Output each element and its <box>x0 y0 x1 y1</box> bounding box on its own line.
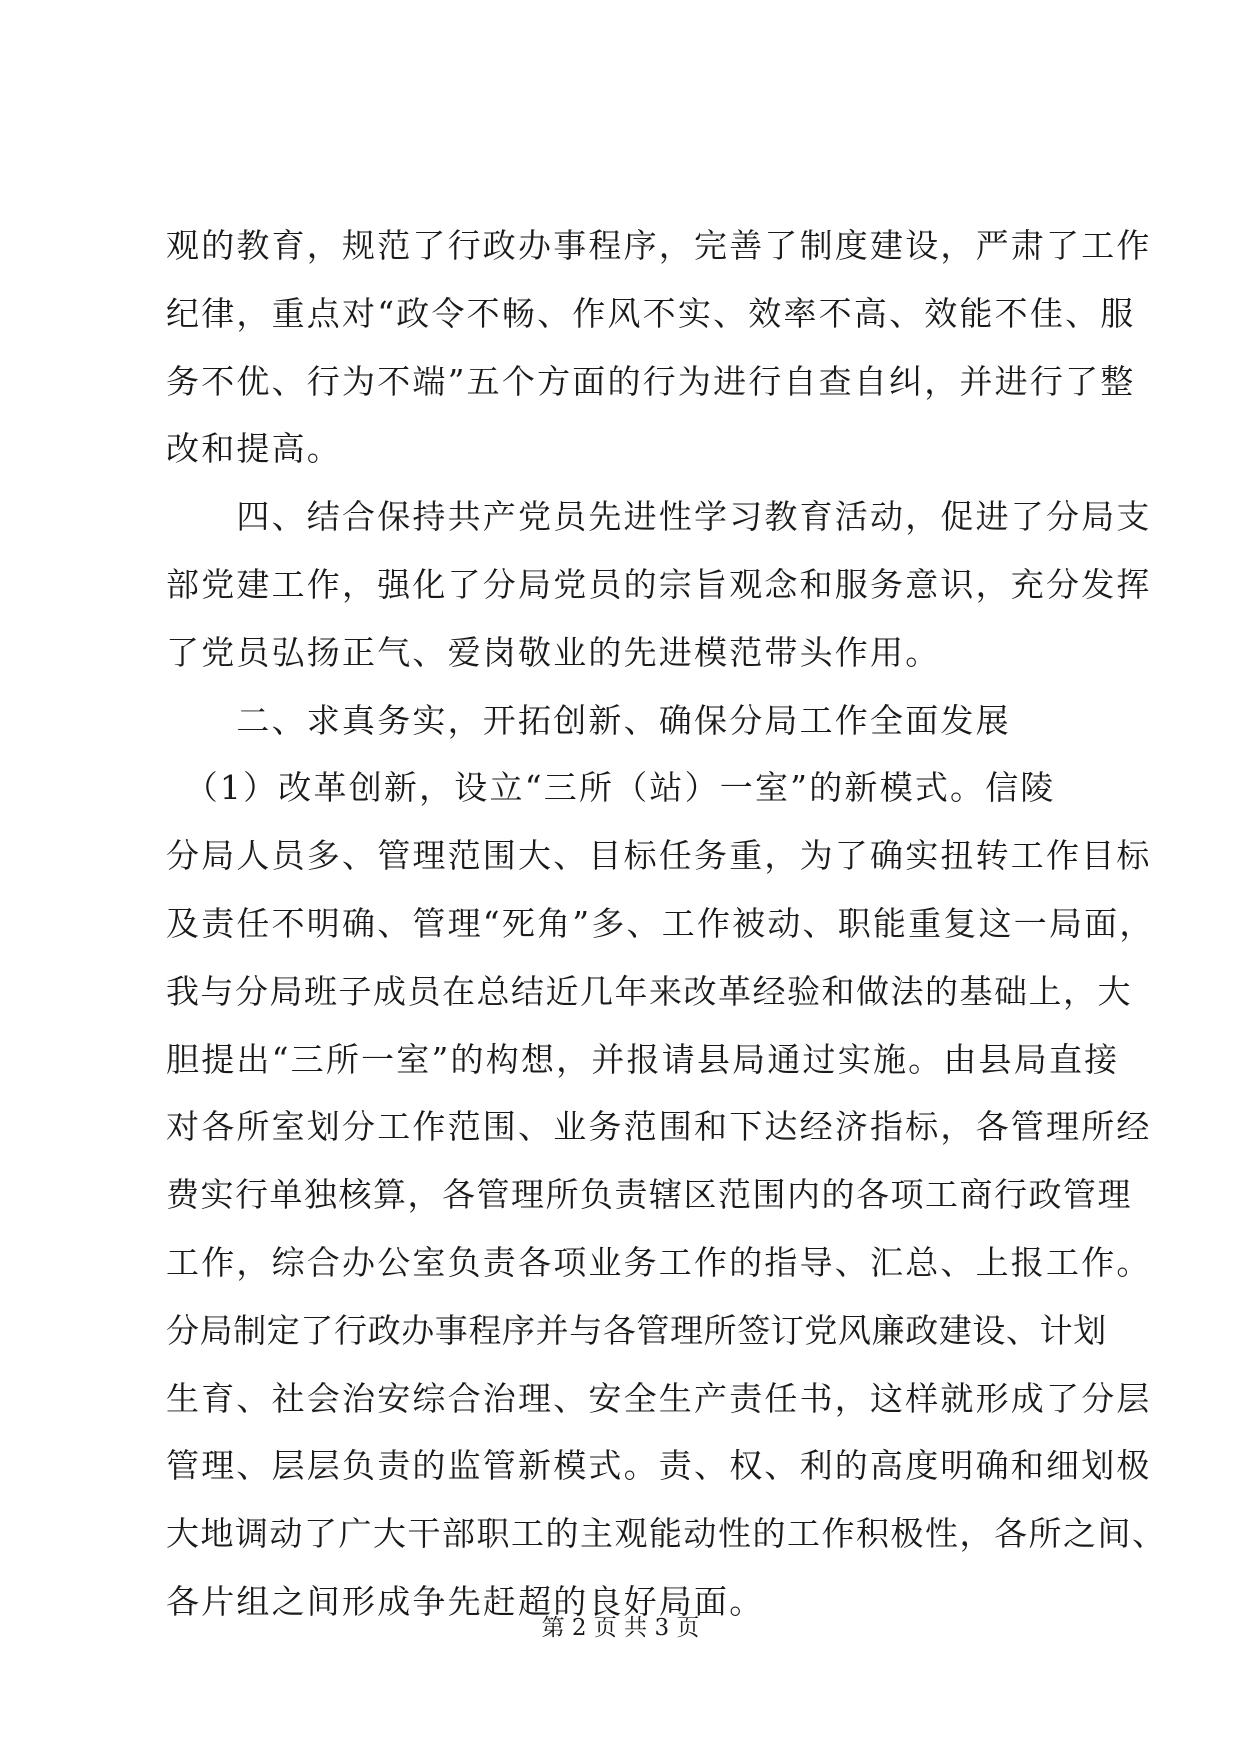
text-line: 务不优、行为不端”五个方面的行为进行自查自纠，并进行了整 <box>166 361 1136 401</box>
text-line: 管理、层层负责的监管新模式。责、权、利的高度明确和细划极 <box>166 1446 1152 1486</box>
text-line: 胆提出“三所一室”的构想，并报请县局通过实施。由县局直接 <box>166 1039 1120 1079</box>
text-line: 了党员弘扬正气、爱岗敬业的先进模范带头作用。 <box>166 632 941 672</box>
text-line: 生育、社会治安综合治理、安全生产责任书，这样就形成了分层 <box>166 1378 1152 1418</box>
text-line: 观的教育，规范了行政办事程序，完善了制度建设，严肃了工作 <box>166 226 1152 265</box>
text-line: 四、结合保持共产党员先进性学习教育活动，促进了分局支 <box>166 497 1152 537</box>
document-body <box>166 226 1167 1650</box>
text-line: 对各所室划分工作范围、业务范围和下达经济指标，各管理所经 <box>166 1107 1152 1147</box>
text-line: 改和提高。 <box>166 429 342 469</box>
text-line: 我与分局班子成员在总结近几年来改革经验和做法的基础上，大 <box>166 971 1132 1011</box>
text-line: 及责任不明确、管理“死角”多、工作被动、职能重复这一局面， <box>166 903 1155 943</box>
text-line: 部党建工作，强化了分局党员的宗旨观念和服务意识，充分发挥 <box>166 564 1152 604</box>
text-line: 分局制定了行政办事程序并与各管理所签订党风廉政建设、计划 <box>166 1310 1107 1350</box>
text-line: 工作，综合办公室负责各项业务工作的指导、汇总、上报工作。 <box>166 1242 1152 1282</box>
text-line: 纪律，重点对“政令不畅、作风不实、效率不高、效能不佳、服 <box>166 293 1136 333</box>
text-line: 各片组之间形成争先赶超的良好局面。 <box>166 1581 765 1621</box>
text-line: 费实行单独核算，各管理所负责辖区范围内的各项工商行政管理 <box>166 1175 1132 1215</box>
text-line: 大地调动了广大干部职工的主观能动性的工作积极性，各所之间、 <box>166 1514 1167 1554</box>
text-line: 分局人员多、管理范围大、目标任务重，为了确实扭转工作目标 <box>166 836 1152 876</box>
text-line: （1）改革创新，设立“三所（站）一室”的新模式。信陵 <box>166 768 1056 808</box>
page-number-footer: 第 2 页 共 3 页 <box>541 1615 700 1641</box>
section-heading: 二、求真务实，开拓创新、确保分局工作全面发展 <box>166 700 1011 740</box>
